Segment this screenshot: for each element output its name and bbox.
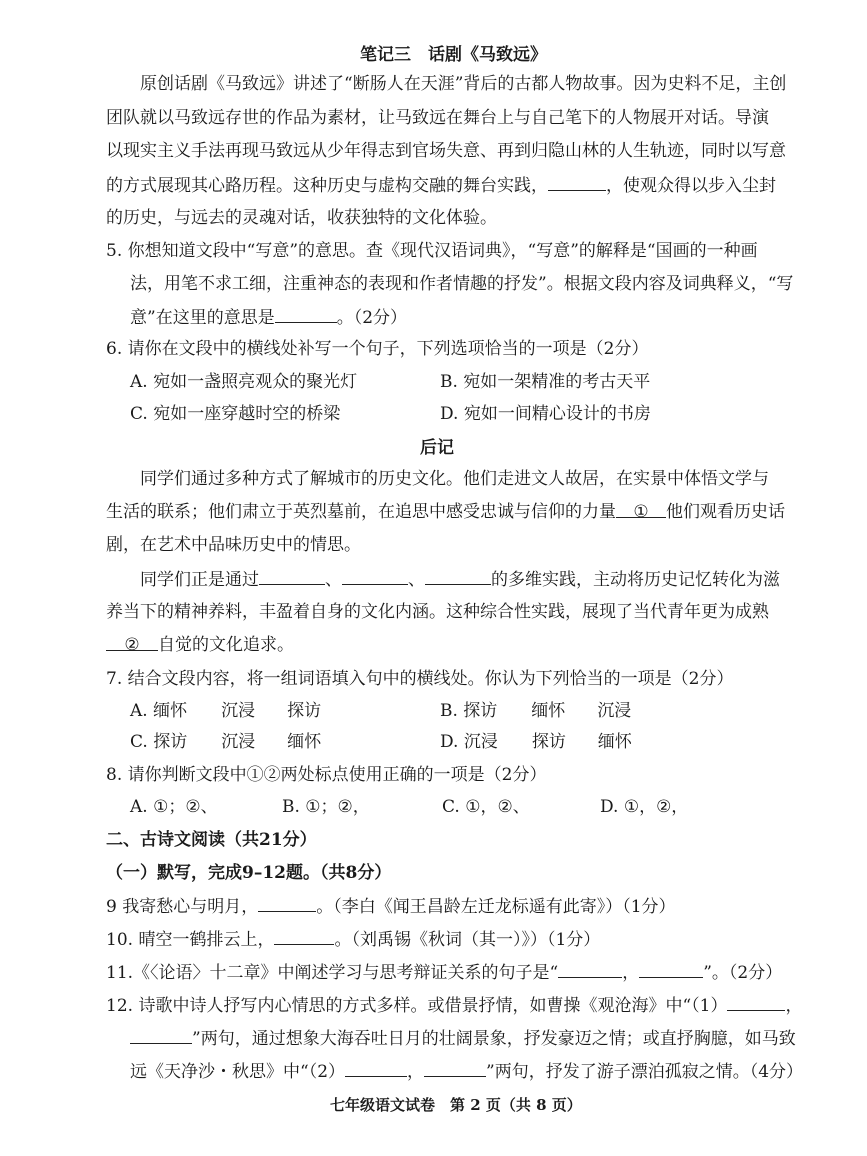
paragraph-line: 以现实主义手法再现马致远从少年得志到官场失意、再到归隐山林的人生轨迹，同时以写意 xyxy=(106,141,786,161)
answer-blank[interactable] xyxy=(130,1027,192,1044)
answer-blank[interactable] xyxy=(259,568,325,585)
word: 缅怀 xyxy=(597,732,632,752)
option-d[interactable]: D. ①，②， xyxy=(600,797,689,817)
text: 、 xyxy=(325,570,342,590)
answer-blank[interactable] xyxy=(342,568,408,585)
word: D. 沉浸 xyxy=(440,732,498,752)
answer-blank[interactable] xyxy=(258,895,316,912)
answer-blank[interactable] xyxy=(275,306,337,323)
answer-blank[interactable] xyxy=(727,994,785,1011)
option-c[interactable] xyxy=(130,731,321,753)
text: 自觉的文化追求。 xyxy=(158,635,294,655)
question-6-stem: 6. 请你在文段中的横线处补写一个句子，下列选项恰当的一项是（2分） xyxy=(106,339,649,359)
word: B. 探访 xyxy=(440,701,498,721)
text: 生活的联系；他们肃立于英烈墓前，在追思中感受忠诚与信仰的力量 xyxy=(106,502,616,522)
option-b[interactable] xyxy=(440,700,631,722)
answer-blank[interactable] xyxy=(274,928,334,945)
word: C. 探访 xyxy=(130,732,188,752)
blank-2[interactable]: ② xyxy=(106,634,158,651)
question-5-line: 5. 你想知道文段中“写意”的意思。查《现代汉语词典》，“写意”的解释是“国画的一种画 xyxy=(106,241,758,261)
answer-blank[interactable] xyxy=(345,1060,407,1077)
paragraph-line xyxy=(106,501,785,523)
text: 意”在这里的意思是 xyxy=(130,308,275,328)
text: 的方式展现其心路历程。这种历史与虚构交融的舞台实践， xyxy=(106,176,548,196)
text: ”。（2分） xyxy=(703,963,783,983)
text: ， xyxy=(407,1062,425,1082)
paragraph-line: 原创话剧《马致远》讲述了“断肠人在天涯”背后的古都人物故事。因为史料不足，主创 xyxy=(140,74,787,94)
answer-blank[interactable] xyxy=(639,961,703,978)
blank-1[interactable]: ① xyxy=(616,501,666,518)
question-5-line: 法，用笔不求工细，注重神态的表现和作者情趣的抒发”。根据文段内容及词典释义，“写 xyxy=(130,274,794,294)
text: 同学们正是通过 xyxy=(140,570,259,590)
text: 。（刘禹锡《秋词（其一）》）（1分） xyxy=(334,930,601,950)
text: 、 xyxy=(408,570,425,590)
option-b[interactable]: B. 宛如一架精准的考古天平 xyxy=(440,372,651,392)
afterword-title: 后记 xyxy=(420,438,454,458)
text: ”两句，通过想象大海吞吐日月的壮阔景象，抒发豪迈之情；或直抒胸臆，如马致 xyxy=(192,1029,796,1049)
paragraph-line xyxy=(106,174,776,197)
word: 沉浸 xyxy=(221,701,256,721)
option-a[interactable]: A. 宛如一盏照亮观众的聚光灯 xyxy=(130,372,358,392)
question-9 xyxy=(106,895,676,918)
text: ”两句，抒发了游子漂泊孤寂之情。（4分） xyxy=(486,1062,804,1082)
word: 探访 xyxy=(287,701,322,721)
text: 12. 诗歌中诗人抒写内心情思的方式多样。或借景抒情，如曹操《观沧海》中“（1） xyxy=(106,996,728,1016)
text: ， xyxy=(785,996,803,1016)
answer-blank[interactable] xyxy=(548,174,606,191)
option-d[interactable]: D. 宛如一间精心设计的书房 xyxy=(440,404,651,424)
word: 缅怀 xyxy=(531,701,566,721)
text: 。（李白《闻王昌龄左迁龙标遥有此寄》）（1分） xyxy=(316,897,676,917)
text: 。（2分） xyxy=(336,308,408,328)
paragraph-line: 团队就以马致远存世的作品为素材，让马致远在舞台上与自己笔下的人物展开对话。导演 xyxy=(106,108,769,128)
question-12-line xyxy=(130,1027,796,1050)
answer-blank[interactable] xyxy=(424,1060,486,1077)
section-title: 笔记三 话剧《马致远》 xyxy=(360,45,547,65)
word: A. 缅怀 xyxy=(130,701,188,721)
question-8-stem: 8. 请你判断文段中①②两处标点使用正确的一项是（2分） xyxy=(106,765,547,785)
subsection-heading: （一）默写，完成9–12题。（共8分） xyxy=(106,863,392,883)
question-10 xyxy=(106,928,600,951)
answer-blank[interactable] xyxy=(425,568,491,585)
question-11 xyxy=(106,961,782,984)
page-footer: 七年级语文试卷 第 2 页（共 8 页） xyxy=(330,1096,582,1114)
option-c[interactable]: C. 宛如一座穿越时空的桥梁 xyxy=(130,404,341,424)
paragraph-line xyxy=(106,634,294,656)
text: ， xyxy=(622,963,640,983)
answer-blank[interactable] xyxy=(558,961,622,978)
section-heading: 二、古诗文阅读（共21分） xyxy=(106,830,317,850)
text: ，使观众得以步入尘封 xyxy=(606,176,776,196)
option-d[interactable] xyxy=(440,731,632,753)
word: 沉浸 xyxy=(221,732,256,752)
text: 10. 晴空一鹤排云上， xyxy=(106,930,275,950)
paragraph-line xyxy=(140,568,780,591)
word: 沉浸 xyxy=(597,701,632,721)
word: 探访 xyxy=(531,732,566,752)
text: 的多维实践，主动将历史记忆转化为滋 xyxy=(491,570,780,590)
option-a[interactable] xyxy=(130,700,321,722)
word: 缅怀 xyxy=(287,732,322,752)
question-12-line xyxy=(106,994,802,1017)
text: 他们观看历史话 xyxy=(666,502,785,522)
question-5-line xyxy=(130,306,407,329)
paragraph-line: 养当下的精神养料，丰盈着自身的文化内涵。这种综合性实践，展现了当代青年更为成熟 xyxy=(106,602,769,622)
question-12-line xyxy=(130,1060,803,1083)
paragraph-line: 剧，在艺术中品味历史中的情思。 xyxy=(106,535,361,555)
paragraph-line: 同学们通过多种方式了解城市的历史文化。他们走进文人故居，在实景中体悟文学与 xyxy=(140,469,769,489)
option-b[interactable]: B. ①；②， xyxy=(282,797,370,817)
option-a[interactable]: A. ①；②、 xyxy=(130,797,218,817)
text: 远《天净沙・秋思》中“（2） xyxy=(130,1062,346,1082)
option-c[interactable]: C. ①，②、 xyxy=(442,797,530,817)
question-7-stem: 7. 结合文段内容，将一组词语填入句中的横线处。你认为下列恰当的一项是（2分） xyxy=(106,669,734,689)
text: 9 我寄愁心与明月， xyxy=(106,897,259,917)
paragraph-line: 的历史，与远去的灵魂对话，收获独特的文化体验。 xyxy=(106,208,497,228)
text: 11.《〈论语〉十二章》中阐述学习与思考辩证关系的句子是“ xyxy=(106,963,559,983)
